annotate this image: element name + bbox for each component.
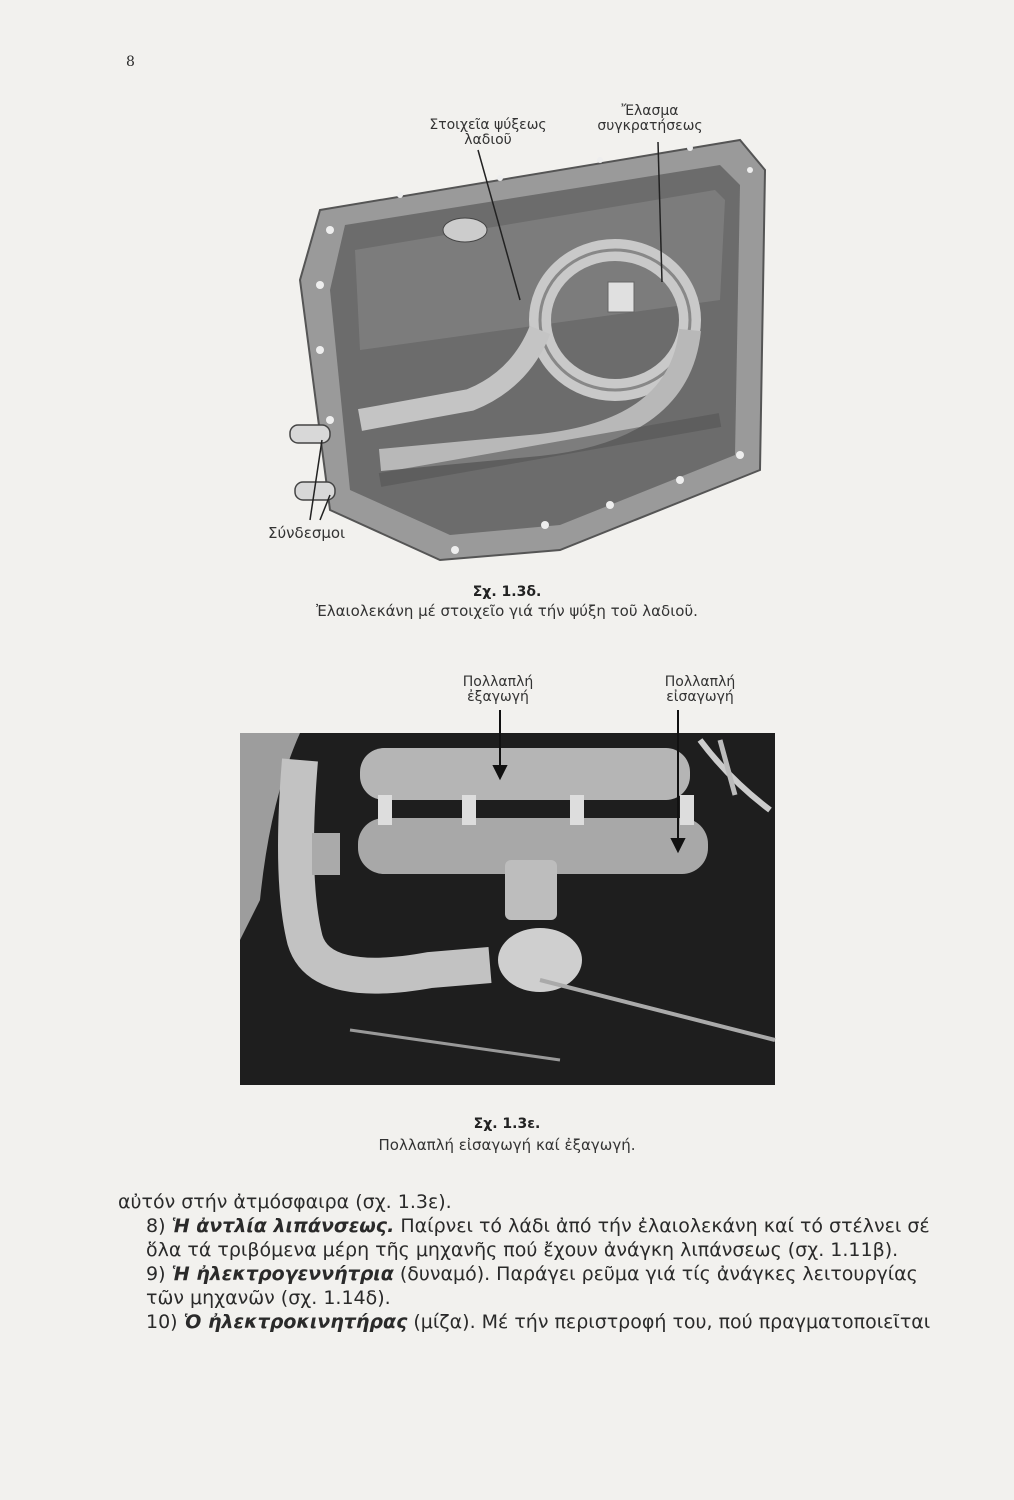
label-exhaust-manifold: Πολλαπλή ἐξαγωγή (462, 674, 534, 705)
item-9-number: 9) (146, 1263, 166, 1285)
label-connectors: Σύνδεσμοι (268, 524, 346, 542)
drain-plug (443, 218, 487, 242)
engine-photo (0, 700, 1014, 1160)
figure-2-caption-text: Πολλαπλή εἰσαγωγή καί ἐξαγωγή. (378, 1136, 636, 1154)
figure-2-caption-number: Σχ. 1.3ε. (473, 1116, 541, 1132)
body-text (118, 1190, 938, 1334)
figure-1-caption-number: Σχ. 1.3δ. (472, 584, 542, 600)
item-8-number: 8) (146, 1215, 166, 1237)
item-9 (118, 1262, 938, 1310)
page-number: 8 (126, 54, 135, 70)
exhaust-manifold (360, 748, 690, 800)
item-9-title: Ἡ ἠλεκτρογεννήτρια (171, 1263, 394, 1285)
item-10-number: 10) (146, 1311, 178, 1333)
carburetor (505, 860, 557, 920)
item-10 (118, 1310, 938, 1334)
oil-pan-figure (0, 0, 1014, 600)
label-retaining-plate: Ἔλασμα συγκρατήσεως (597, 103, 703, 134)
item-8-title: Ἡ ἀντλία λιπάνσεως. (171, 1215, 395, 1237)
item-8 (118, 1214, 938, 1262)
body-line-1: αὐτόν στήν ἀτμόσφαιρα (σχ. 1.3ε). (118, 1191, 452, 1213)
label-cooling-elements: Στοιχεῖα ψύξεως λαδιοῦ (429, 117, 547, 148)
item-10-title: Ὁ ἠλεκτροκινητήρας (183, 1311, 408, 1333)
item-10-text: (μίζα). Μέ τήν περιστροφή του, πού πραγματοποιεῖται (413, 1311, 931, 1333)
item-9-text: (δυναμό). Παράγει ρεῦμα γιά τίς ἀνάγκες λειτουργίας τῶν μηχανῶν (σχ. 1.14δ). (146, 1263, 918, 1309)
retaining-plate (608, 282, 634, 312)
label-intake-manifold: Πολλαπλή εἰσαγωγή (664, 674, 736, 705)
figure-1-caption-text: Ἐλαιολεκάνη μέ στοιχεῖο γιά τήν ψύξη τοῦ λαδιοῦ. (316, 602, 698, 620)
item-8-text: Παίρνει τό λάδι ἀπό τήν ἐλαιολεκάνη καί τό στέλνει σέ ὅλα τά τριβόμενα μέρη τῆς μηχανῆς πού ἔχουν ἀνάγκη λιπάνσεως (σχ. 1.11β). (146, 1215, 930, 1261)
